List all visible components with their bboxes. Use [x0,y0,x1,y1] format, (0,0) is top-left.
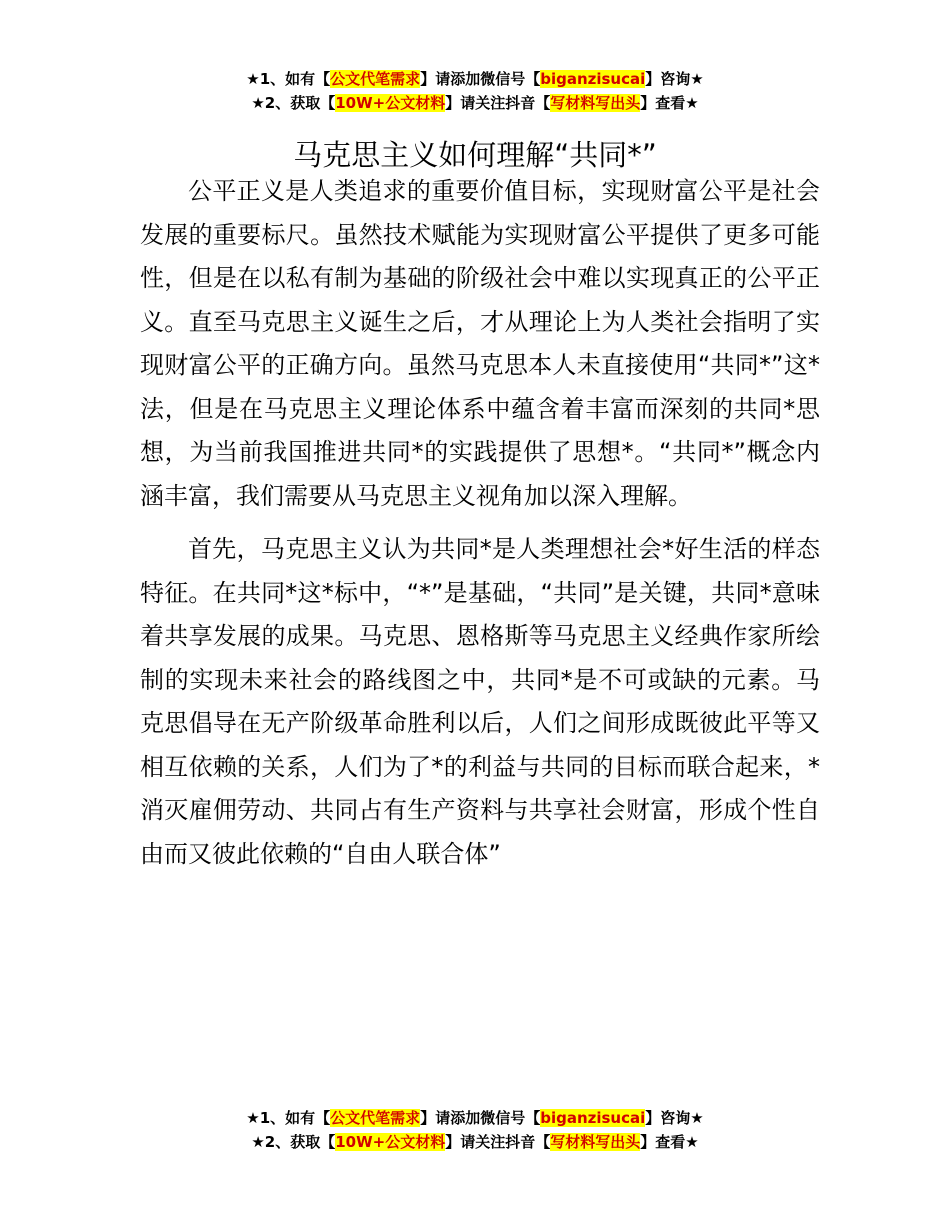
highlighted-material-text: 10W+公文材料 [335,1133,446,1151]
promo-text: ★1、如有【 [246,1109,331,1127]
promo-line-2 [0,91,950,115]
highlighted-material-text: 10W+公文材料 [335,94,446,112]
document-title: 马克思主义如何理解“共同*” [293,138,657,173]
highlighted-wechat-id: biganzisucai [540,1109,646,1127]
promo-text: 】查看★ [640,1133,699,1151]
highlighted-douyin-account: 写材料写出头 [550,1133,641,1151]
promo-text: 】请添加微信号【 [420,1109,541,1127]
promo-text: 】咨询★ [645,70,704,88]
promo-text: 】请添加微信号【 [420,70,541,88]
document-body [140,170,820,886]
promo-text: ★2、获取【 [251,94,336,112]
promo-line-2 [0,1130,950,1154]
promo-text: ★1、如有【 [246,70,331,88]
promo-line-1 [0,1106,950,1130]
header-promo-banner [0,67,950,115]
highlighted-service-text: 公文代笔需求 [330,70,421,88]
body-paragraph-1: 公平正义是人类追求的重要价值目标，实现财富公平是社会发展的重要标尺。虽然技术赋能为实现财富公平提供了更多可能性，但是在以私有制为基础的阶级社会中难以实现真正的公平正义。直至马克思主义诞生之后，才从理论上为人类社会指明了实现财富公平的正确方向。虽然马克思本人未直接使用“共同*”这*法，但是在马克思主义理论体系中蕴含着丰富而深刻的共同*思想，为当前我国推进共同*的实践提供了思想*。“共同*”概念内涵丰富，我们需要从马克思主义视角加以深入理解。 [140,177,820,510]
highlighted-service-text: 公文代笔需求 [330,1109,421,1127]
highlighted-douyin-account: 写材料写出头 [550,94,641,112]
promo-line-1 [0,67,950,91]
footer-promo-banner [0,1106,950,1154]
highlighted-wechat-id: biganzisucai [540,70,646,88]
promo-text: 】请关注抖音【 [445,1133,551,1151]
promo-text: ★2、获取【 [251,1133,336,1151]
promo-text: 】请关注抖音【 [445,94,551,112]
promo-text: 】咨询★ [645,1109,704,1127]
body-paragraph-2: 首先，马克思主义认为共同*是人类理想社会*好生活的样态特征。在共同*这*标中，“*”是基础，“共同”是关键，共同*意味着共享发展的成果。马克思、恩格斯等马克思主义经典作家所绘制的实现未来社会的路线图之中，共同*是不可或缺的元素。马克思倡导在无产阶级革命胜利以后，人们之间形成既彼此平等又相互依赖的关系，人们为了*的利益与共同的目标而联合起来，*消灭雇佣劳动、共同占有生产资料与共享社会财富，形成个性自由而又彼此依赖的“自由人联合体” [140,535,820,868]
promo-text: 】查看★ [640,94,699,112]
